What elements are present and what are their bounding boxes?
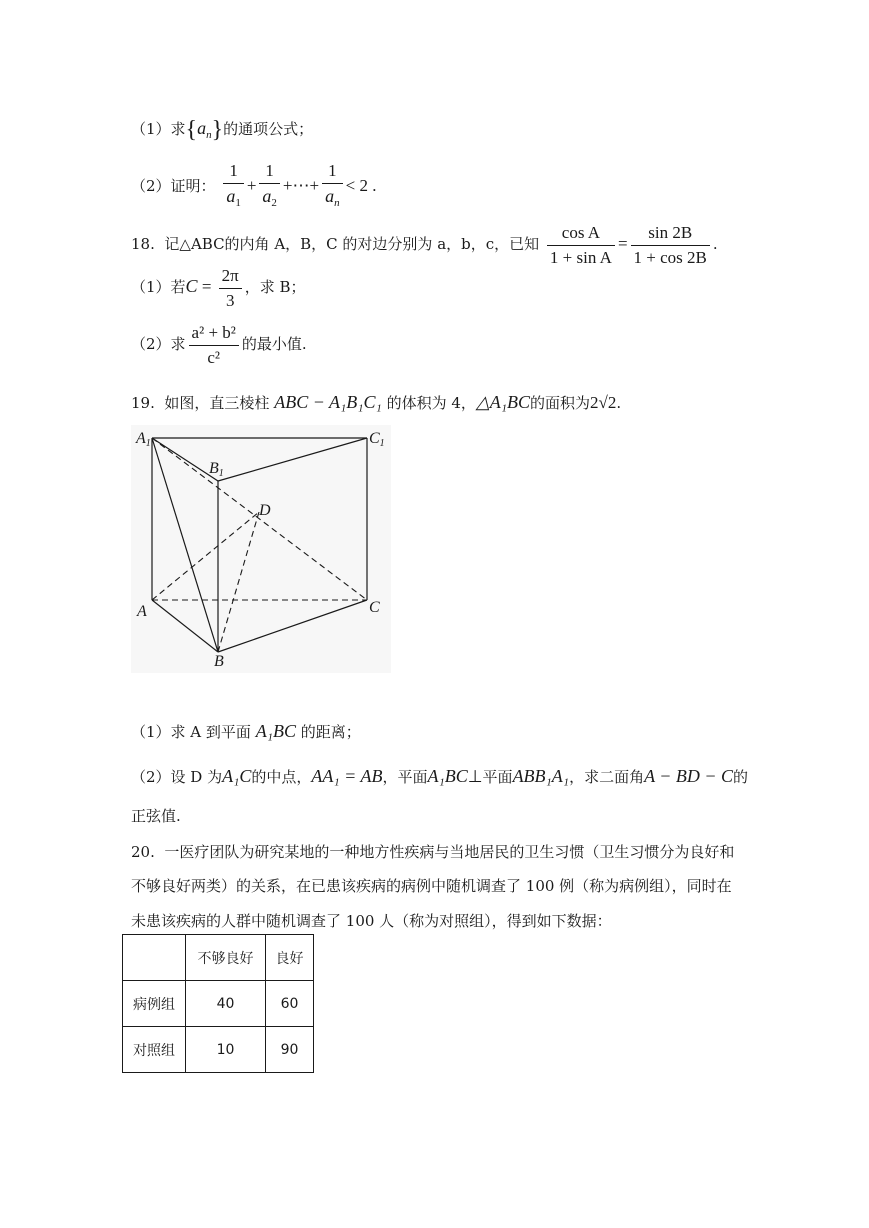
table-row — [123, 981, 314, 1027]
q18-part2 — [131, 320, 307, 368]
q17-part2: （2）证明： $\frac{1}{a_1}$ + $\frac{1}{a_2}$ +⋯+ $\frac{1}{a_n}$ < 2 . — [131, 161, 376, 213]
q19-part2: （2）设 D 为A₁C的中点，AA₁ = AB，平面A₁BC⊥平面ABB₁A₁，求二面角A − BD − C的 — [131, 766, 749, 786]
label-a1: A1 — [136, 430, 151, 449]
table-cell: 40 — [186, 981, 266, 1027]
table-header-row — [123, 935, 314, 981]
triangle-name: △A₁BC — [475, 392, 530, 412]
table-cell: 病例组 — [123, 981, 186, 1027]
q18-part1: （1）若C = $\frac{2\pi}{3}$ ，求 B； — [131, 265, 306, 310]
q18-stem-text: 记△ABC的内角 A，B，C 的对边分别为 a，b，c，已知 — [164, 235, 540, 253]
area-value: 2√2 — [590, 393, 617, 412]
q18-stem: 18. 记△ABC的内角 A，B，C 的对边分别为 a，b，c，已知 $\frac{\text{cos A}}{\text{1 + sin A}}$ = $\frac{\sin 2B}{1 + \cos 2B}$ . — [131, 222, 718, 267]
q20-line1: 20. 一医疗团队为研究某地的一种地方性疾病与当地居民的卫生习惯（卫生习惯分为良好和 — [131, 843, 735, 861]
left-brace: { — [185, 117, 198, 143]
q19-stem: 19. 如图，直三棱柱 ABC − A₁B₁C₁ 的体积为 4，△A₁BC的面积为2√2. — [131, 392, 622, 412]
table-header-cell: 良好 — [266, 935, 314, 981]
fraction-term-1: $\frac{1}{a_1}$ — [223, 161, 244, 213]
plane-a1bc: A₁BC — [255, 721, 296, 741]
q18-lhs-fraction: $\frac{\text{cos A}}{\text{1 + sin A}}$ — [547, 223, 615, 268]
table-header-cell — [123, 935, 186, 981]
table-cell: 90 — [266, 1027, 314, 1073]
table-cell: 对照组 — [123, 1027, 186, 1073]
q18-part1-suffix: ，求 B； — [244, 278, 306, 296]
fraction-term-2: $\frac{1}{a_2}$ — [259, 161, 280, 213]
q18-period: . — [712, 235, 718, 253]
q18-ratio-fraction: $\frac{\text{a² + b²}}{\text{c²}}$ — [189, 323, 239, 368]
q19-part2-cont: 正弦值. — [131, 807, 181, 825]
label-a: A — [137, 603, 147, 620]
label-c1: C1 — [369, 430, 385, 449]
q18-number: 18. — [131, 235, 155, 253]
prism-figure — [131, 425, 391, 673]
right-brace: } — [211, 117, 224, 143]
label-b1: B1 — [209, 460, 224, 479]
q17-part2-prefix: （2）证明： — [131, 177, 216, 195]
q17-part1 — [131, 118, 313, 145]
inequality-tail: < 2 . — [345, 176, 377, 195]
q20-line3: 未患该疾病的人群中随机调查了 100 人（称为对照组），得到如下数据： — [131, 912, 612, 930]
q18-part1-prefix: （1）若 — [131, 278, 186, 296]
table-cell: 60 — [266, 981, 314, 1027]
q18-part2-suffix: 的最小值. — [241, 335, 307, 353]
prism-name: ABC − A₁B₁C₁ — [274, 392, 382, 412]
q18-rhs-fraction: $\frac{\sin 2B}{1 + \cos 2B}$ — [631, 223, 710, 268]
table-header-cell: 不够良好 — [186, 935, 266, 981]
q19-number: 19. — [131, 394, 155, 412]
q20-number: 20. — [131, 843, 155, 861]
fraction-term-n: $\frac{1}{a_n}$ — [322, 161, 343, 213]
seq-symbol: a — [197, 118, 207, 138]
q17-part1-suffix: 的通项公式； — [223, 120, 314, 138]
q18-part2-prefix: （2）求 — [131, 335, 186, 353]
table-row — [123, 1027, 314, 1073]
seq-subscript: n — [206, 129, 212, 141]
label-d: D — [259, 502, 271, 519]
ellipsis-plus: +⋯+ — [282, 176, 320, 195]
q18-angle-fraction: $\frac{2\pi}{3}$ — [219, 266, 242, 311]
hygiene-table — [122, 934, 314, 1073]
q20-line2: 不够良好两类）的关系，在已患该疾病的病例中随机调查了 100 例（称为病例组），同时在 — [131, 877, 732, 895]
label-b: B — [214, 653, 224, 670]
q17-part1-prefix: （1）求 — [131, 120, 186, 138]
table-cell: 10 — [186, 1027, 266, 1073]
label-c: C — [369, 599, 380, 616]
q19-part1: （1）求 A 到平面 A₁BC 的距离； — [131, 721, 361, 741]
